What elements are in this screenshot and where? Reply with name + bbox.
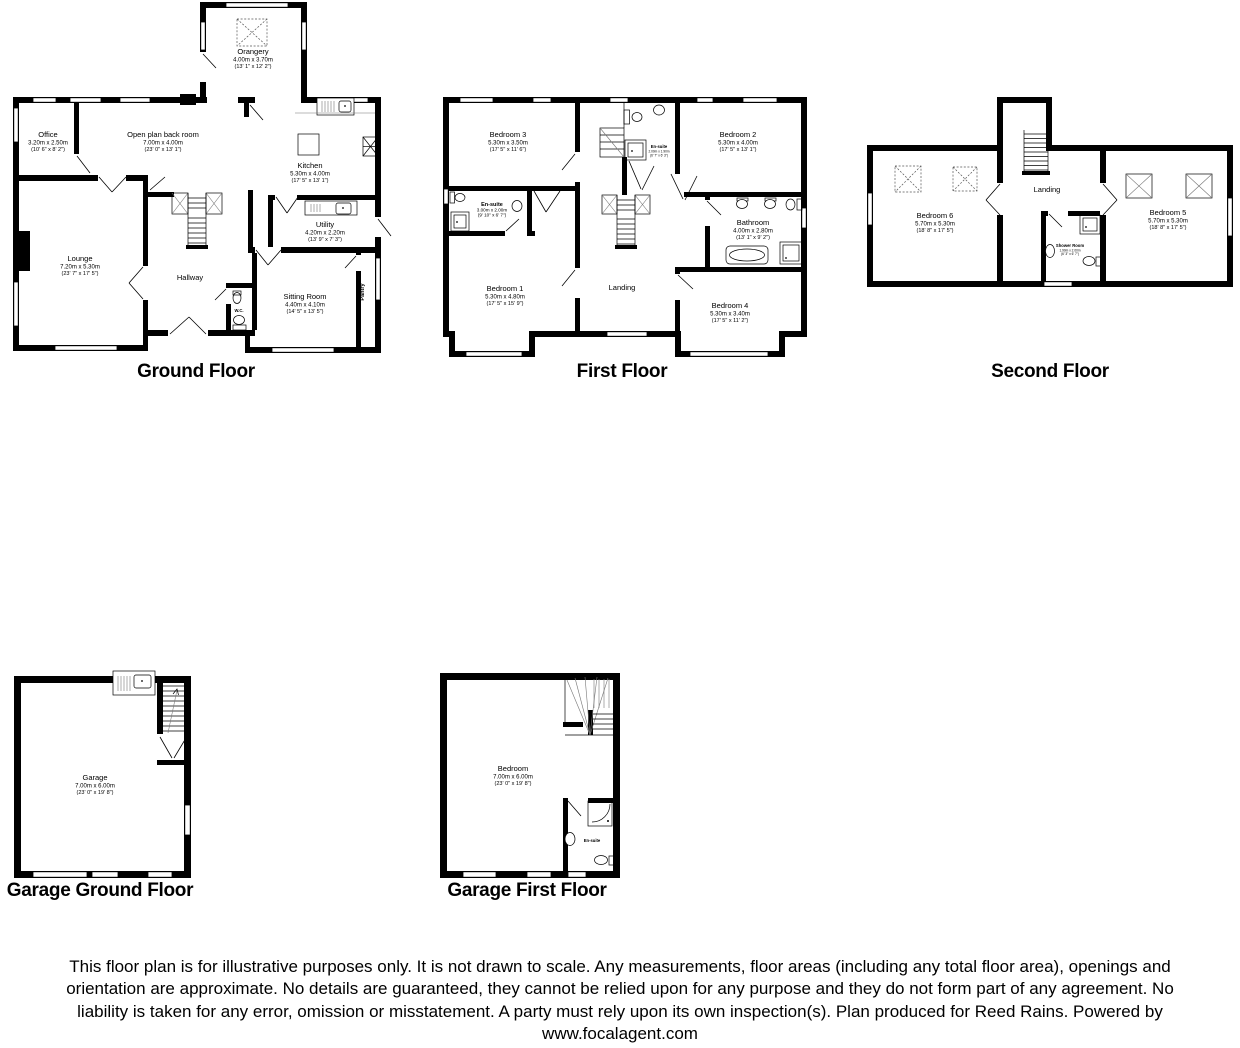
floor-title: First Floor <box>576 361 668 382</box>
disclaimer-website: www.focalagent.com <box>542 1023 698 1043</box>
room-label: Bedroom 1 <box>486 284 524 293</box>
room-label: Hallway <box>176 273 204 282</box>
room-label: Bedroom 3 <box>489 130 527 139</box>
garage-first-fixtures <box>565 801 614 865</box>
room-dims-ft: (18' 8" x 17' 5") <box>1149 225 1187 231</box>
ensuite2-toilet <box>624 110 630 124</box>
room-dims-m: 1.90m x 2.00m <box>1059 248 1081 253</box>
disclaimer-line: liability is taken for any error, omission or misstatement. A party must rely upon its own inspection(s). Plan produced for Reed Rains. Powered by <box>77 1001 1163 1021</box>
second-floor-plan <box>867 97 1233 382</box>
staircase-ground <box>172 193 222 249</box>
room-dims-ft: (23' 7" x 17' 5") <box>61 271 99 277</box>
room-dims-ft: (23' 0" x 19' 8") <box>494 781 532 787</box>
room-label: Landing <box>608 283 636 292</box>
wc-sink <box>233 293 241 304</box>
second-floor-windows <box>868 193 1232 286</box>
room-dims-ft: (17' 5" x 13' 1") <box>719 147 757 153</box>
room-dims-ft: (13' 9" x 7' 3") <box>308 237 342 243</box>
room-dims-ft: (18' 8" x 17' 5") <box>916 228 954 234</box>
floor-title: Garage First Floor <box>447 880 607 901</box>
bathroom-sink <box>765 200 776 209</box>
room-label: Sitting Room <box>283 292 327 301</box>
wc-toilet <box>234 316 245 325</box>
room-label: En-suite <box>583 838 601 843</box>
garage-ground-windows <box>33 805 190 877</box>
ground-floor-doors <box>77 54 391 334</box>
shower-room-toilet <box>1083 257 1095 266</box>
disclaimer-line: This floor plan is for illustrative purposes only. It is not drawn to scale. Any measurements, floor areas (including any total floor area), openings and <box>69 957 1171 976</box>
disclaimer-text <box>0 956 1240 1045</box>
ensuite-shower <box>588 801 612 826</box>
room-label: Bedroom 4 <box>711 301 749 310</box>
room-dims-m: 3.00m x 2.00m <box>476 207 508 213</box>
bathroom-sink <box>737 200 748 209</box>
floor-title: Garage Ground Floor <box>6 880 194 901</box>
floor-title: Ground Floor <box>137 361 255 382</box>
room-dims-ft: (23' 0" x 19' 8") <box>76 790 114 796</box>
room-dims-ft: (13' 1" x 12' 2") <box>234 64 272 70</box>
room-dims-ft: (6' 3" x 6' 7") <box>1061 252 1079 256</box>
room-label: Landing <box>1033 185 1061 194</box>
room-dims-m: 5.30m x 4.80m <box>485 294 525 301</box>
room-label: En-suite <box>481 202 503 208</box>
ensuite-toilet <box>450 192 455 203</box>
room-dims-ft: (23' 0" x 13' 1") <box>144 147 182 153</box>
ensuite-toilet <box>595 856 608 865</box>
room-dims-m: 2.00m x 1.90m <box>648 149 670 154</box>
room-label: Orangery <box>237 47 269 56</box>
room-dims-m: 4.00m x 2.80m <box>733 228 773 235</box>
garage-ground-fixtures <box>113 671 186 758</box>
room-dims-ft: (17' 5" x 11' 6") <box>489 147 527 153</box>
room-dims-m: 7.00m x 6.00m <box>493 774 533 781</box>
room-dims-m: 7.00m x 6.00m <box>75 783 115 790</box>
room-label: Bedroom 5 <box>1149 208 1187 217</box>
bathroom-toilet <box>786 199 795 210</box>
room-dims-m: 4.00m x 3.70m <box>233 57 273 64</box>
room-label: Bathroom <box>736 218 770 227</box>
room-dims-ft: (9' 10" x 6' 7") <box>477 212 507 218</box>
room-dims-ft: (6' 7" x 6' 3") <box>650 153 668 158</box>
room-dims-ft: (17' 5" x 15' 9") <box>486 301 524 307</box>
room-dims-ft: (17' 5" x 13' 1") <box>291 178 329 184</box>
ensuite2-sink <box>654 105 665 115</box>
room-dims-ft: (17' 5" x 11' 2") <box>711 318 749 324</box>
garage-ground-labels <box>7 773 194 901</box>
room-label: Bedroom 2 <box>719 130 757 139</box>
room-label: Shower Room <box>1055 243 1085 248</box>
room-label: Utility <box>315 220 335 229</box>
room-label: Kitchen <box>297 161 323 170</box>
room-label: W.C. <box>234 308 244 313</box>
disclaimer-line: orientation are approximate. No details are guaranteed, they cannot be relied upon for any purpose and they do not form part of any agreement. No <box>66 979 1174 999</box>
room-dims-m: 5.30m x 3.40m <box>710 311 750 318</box>
room-label: Bedroom 6 <box>916 211 954 220</box>
room-label: Lounge <box>67 254 93 263</box>
room-dims-m: 4.40m x 4.10m <box>285 302 325 309</box>
room-label: Bedroom <box>497 764 529 773</box>
ground-floor-plan <box>13 2 391 382</box>
first-floor-plan <box>443 97 807 382</box>
room-dims-ft: (10' 6" x 8' 2") <box>31 147 65 153</box>
floor-title: Second Floor <box>991 361 1109 382</box>
ensuite-sink <box>512 201 522 212</box>
room-label: Open plan back room <box>127 130 199 139</box>
room-dims-m: 5.30m x 3.50m <box>488 140 528 147</box>
shower-room-sink <box>1046 245 1055 258</box>
room-dims-m: 5.70m x 5.30m <box>1148 218 1188 225</box>
staircase-second <box>1022 130 1050 175</box>
ensuite-sink <box>565 833 575 846</box>
room-dims-m: 7.00m x 4.00m <box>143 140 183 147</box>
kitchen-sink-unit <box>317 98 354 115</box>
garage-first-plan <box>440 673 620 901</box>
room-dims-m: 3.20m x 2.50m <box>28 140 68 147</box>
room-dims-m: 4.20m x 2.20m <box>305 230 345 237</box>
garage-first-labels <box>447 764 607 901</box>
room-label: Office <box>38 130 58 139</box>
room-dims-m: 5.70m x 5.30m <box>915 221 955 228</box>
room-label: Pantry <box>360 283 366 301</box>
garage-ground-plan <box>7 671 194 901</box>
room-label: Garage <box>82 773 108 782</box>
room-dims-ft: (14' 5" x 13' 5") <box>286 309 324 315</box>
room-label: En-suite <box>650 144 668 149</box>
kitchen-island <box>298 134 319 155</box>
room-dims-m: 5.30m x 4.00m <box>290 171 330 178</box>
room-dims-m: 7.20m x 5.30m <box>60 264 100 271</box>
room-dims-ft: (13' 1" x 9' 2") <box>736 235 770 241</box>
room-dims-m: 5.30m x 4.00m <box>718 140 758 147</box>
